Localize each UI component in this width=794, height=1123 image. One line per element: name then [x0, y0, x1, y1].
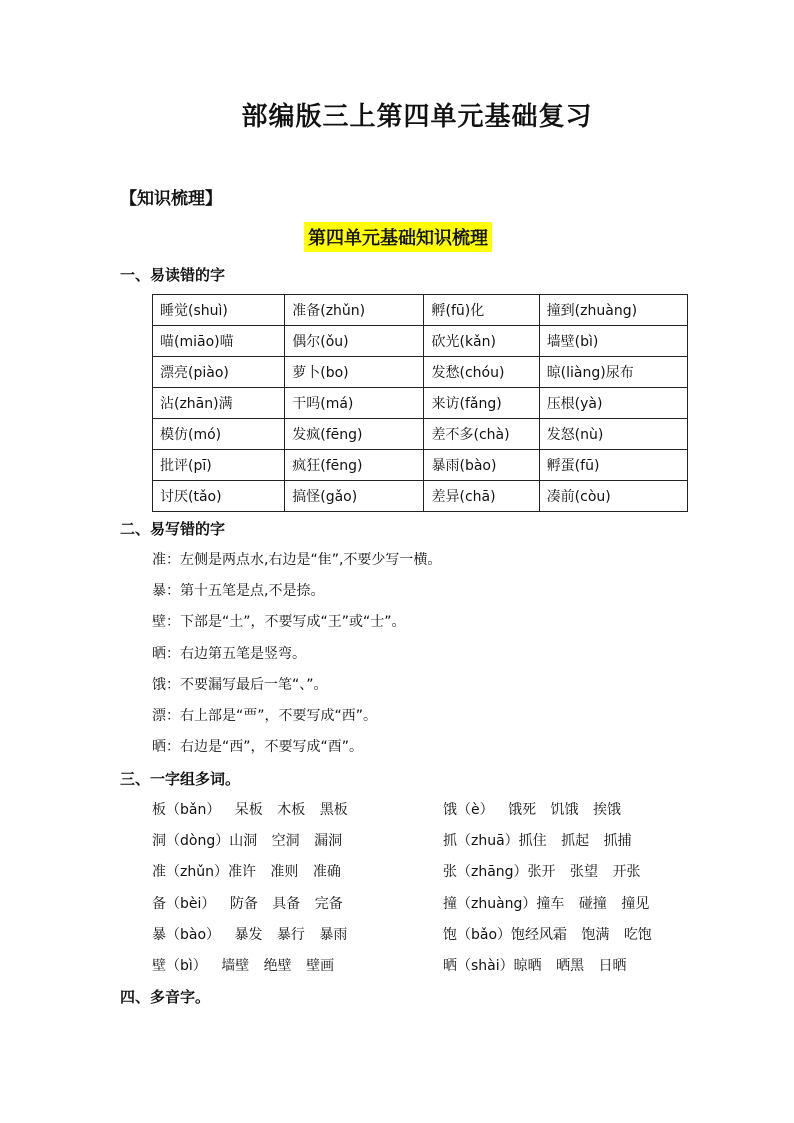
word-group-line: 壁（bì） 墙壁 绝壁 壁画	[152, 958, 335, 974]
table-cell: 墙壁(bì)	[539, 326, 687, 357]
table-cell: 疯狂(fēng)	[285, 450, 424, 481]
note-line: 晒：右边第五笔是竖弯。	[152, 645, 306, 662]
word-group-line: 晒（shài）晾晒 晒黑 日晒	[443, 958, 627, 974]
word-group-line: 板（bǎn） 呆板 木板 黑板	[152, 802, 348, 818]
table-cell: 漂亮(piào)	[153, 357, 285, 388]
word-group-line: 饿（è） 饿死 饥饿 挨饿	[443, 802, 621, 818]
table-cell: 批评(pī)	[153, 450, 285, 481]
table-cell: 凑前(còu)	[539, 481, 687, 512]
table-cell: 讨厌(tǎo)	[153, 481, 285, 512]
table-cell: 沾(zhān)满	[153, 388, 285, 419]
table-cell: 孵(fū)化	[424, 295, 539, 326]
table-cell: 发愁(chóu)	[424, 357, 539, 388]
word-group-line: 饱（bǎo）饱经风霜 饱满 吃饱	[443, 926, 652, 943]
word-group-line: 撞（zhuàng）撞车 碰撞 撞见	[443, 895, 650, 912]
table-row	[153, 481, 688, 512]
table-cell: 来访(fǎng)	[424, 388, 539, 419]
word-group-line: 张（zhāng）张开 张望 开张	[443, 864, 641, 881]
table-cell: 干吗(má)	[285, 388, 424, 419]
page-title: 部编版三上第四单元基础复习	[241, 102, 593, 132]
table-cell: 准备(zhǔn)	[285, 295, 424, 326]
section-heading-miswritten: 二、易写错的字	[120, 520, 226, 538]
note-line: 壁：下部是“土”，不要写成“王”或“士”。	[152, 614, 406, 631]
word-group-line: 洞（dòng）山洞 空洞 漏洞	[152, 833, 343, 850]
word-group-line: 抓（zhuā）抓住 抓起 抓捕	[443, 833, 632, 850]
table-cell: 发疯(fēng)	[285, 419, 424, 450]
note-line: 准：左侧是两点水,右边是“隹”,不要少写一横。	[152, 552, 442, 568]
table-cell: 模仿(mó)	[153, 419, 285, 450]
table-cell: 暴雨(bào)	[424, 450, 539, 481]
highlighted-banner: 第四单元基础知识梳理	[304, 222, 492, 252]
table-cell: 压根(yà)	[539, 388, 687, 419]
table-row	[153, 357, 688, 388]
table-cell: 发怒(nù)	[539, 419, 687, 450]
note-line: 晒：右边是“西”，不要写成“酉”。	[152, 739, 364, 756]
table-cell: 撞到(zhuàng)	[539, 295, 687, 326]
misread-words-table	[152, 294, 688, 512]
table-cell: 睡觉(shuì)	[153, 295, 285, 326]
table-row	[153, 295, 688, 326]
word-group-line: 准（zhǔn）准许 准则 准确	[152, 864, 341, 881]
table-cell: 砍光(kǎn)	[424, 326, 539, 357]
section-heading-word-groups: 三、一字组多词。	[120, 770, 241, 788]
table-cell: 萝卜(bo)	[285, 357, 424, 388]
table-cell: 晾(liàng)尿布	[539, 357, 687, 388]
table-row	[153, 388, 688, 419]
note-line: 漂：右上部是“覀”，不要写成“西”。	[152, 708, 378, 724]
knowledge-heading: 【知识梳理】	[120, 189, 222, 209]
section-heading-misread: 一、易读错的字	[120, 266, 226, 284]
note-line: 暴：第十五笔是点,不是捺。	[152, 583, 325, 600]
note-line: 饿：不要漏写最后一笔“、”。	[152, 676, 328, 693]
word-group-line: 暴（bào） 暴发 暴行 暴雨	[152, 926, 348, 943]
section-heading-polyphones: 四、多音字。	[120, 988, 211, 1006]
table-cell: 孵蛋(fū)	[539, 450, 687, 481]
table-cell: 差异(chā)	[424, 481, 539, 512]
table-row	[153, 326, 688, 357]
table-cell: 偶尔(ǒu)	[285, 326, 424, 357]
table-cell: 喵(miāo)喵	[153, 326, 285, 357]
table-row	[153, 419, 688, 450]
table-cell: 搞怪(gǎo)	[285, 481, 424, 512]
word-group-line: 备（bèi） 防备 具备 完备	[152, 895, 343, 912]
table-row	[153, 450, 688, 481]
table-cell: 差不多(chà)	[424, 419, 539, 450]
